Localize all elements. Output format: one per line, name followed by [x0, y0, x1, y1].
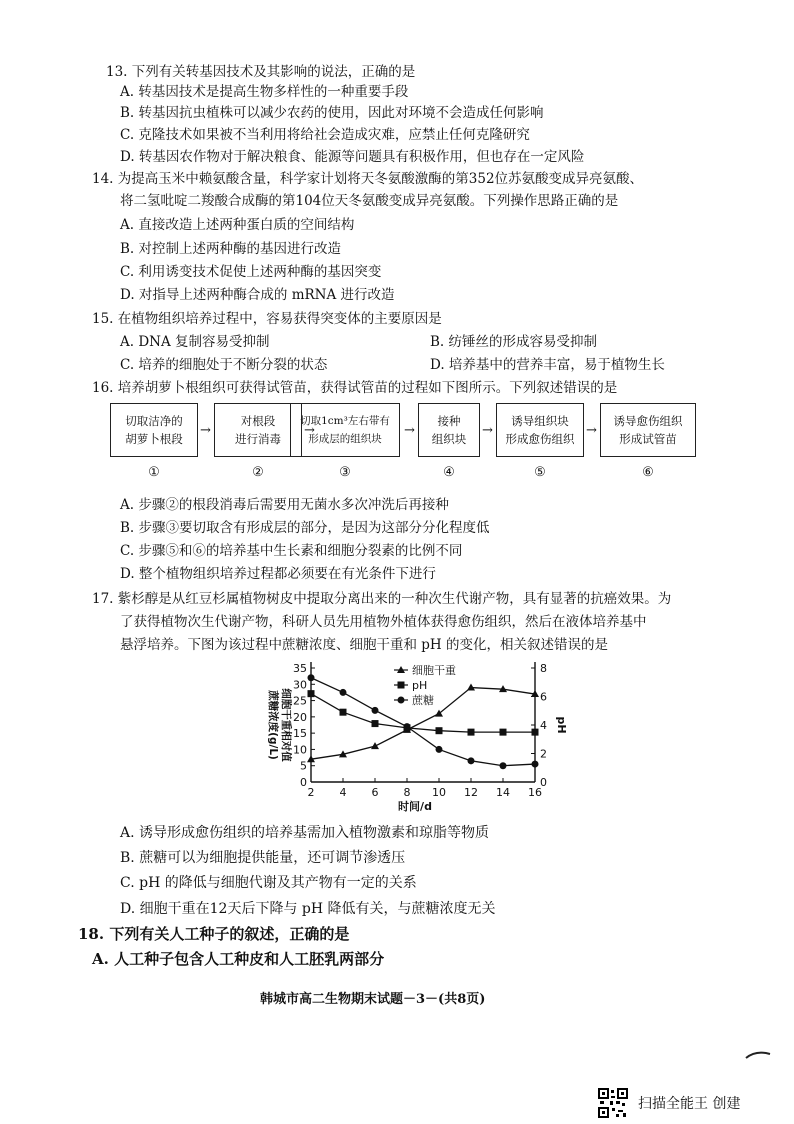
legend-square-icon — [398, 682, 405, 689]
data-point-circle — [340, 689, 347, 696]
flow-step-5-line1: 诱导组织块 — [511, 414, 569, 428]
data-point-square — [532, 729, 539, 736]
legend-circle-icon — [398, 697, 405, 704]
flow-step-4-line1: 接种 — [437, 414, 461, 428]
flow-step-4-line2: 组织块 — [431, 432, 467, 446]
arrow-icon: → — [586, 423, 597, 438]
data-point-triangle — [371, 742, 379, 749]
y-right-tick-label: 8 — [540, 662, 547, 675]
q15-option-c: C. 培养的细胞处于不断分裂的状态 — [120, 357, 328, 373]
q14-option-a: A. 直接改造上述两种蛋白质的空间结构 — [120, 217, 355, 233]
q17-option-b: B. 蔗糖可以为细胞提供能量，还可调节渗透压 — [120, 850, 406, 866]
x-tick-label: 14 — [496, 786, 510, 799]
y-axis-left-label-2: 细胞干重相对值 — [280, 688, 292, 762]
step-number-3: ③ — [339, 465, 351, 480]
y-left-tick-label: 5 — [300, 759, 307, 773]
scanner-watermark: 扫描全能王 创建 — [638, 1096, 741, 1112]
q14-option-b: B. 对控制上述两种酶的基因进行改造 — [120, 241, 342, 257]
data-point-square — [372, 720, 379, 727]
y-right-tick-label: 0 — [540, 776, 547, 789]
page-footer: 韩城市高二生物期末试题－3－(共8页) — [260, 992, 486, 1007]
data-point-square — [468, 729, 475, 736]
q16-option-b: B. 步骤③要切取含有形成层的部分，是因为这部分分化程度低 — [120, 520, 490, 536]
arrow-icon: → — [404, 423, 415, 438]
q16-stem: 16. 培养胡萝卜根组织可获得试管苗，获得试管苗的过程如下图所示。下列叙述错误的是 — [92, 380, 618, 396]
step-number-2: ② — [252, 465, 264, 480]
q17-option-d: D. 细胞干重在12天后下降与 pH 降低有关，与蔗糖浓度无关 — [120, 901, 496, 917]
x-tick-label: 12 — [464, 786, 478, 799]
y-left-tick-label: 35 — [293, 662, 307, 675]
flow-step-5 — [496, 403, 584, 457]
q17-stem-3: 悬浮培养。下图为该过程中蔗糖浓度、细胞干重和 pH 的变化，相关叙述错误的是 — [120, 637, 608, 653]
data-point-circle — [436, 746, 443, 753]
qr-code-icon — [598, 1088, 628, 1118]
data-point-circle — [532, 761, 539, 768]
step-number-6: ⑥ — [642, 465, 654, 480]
y-left-tick-label: 15 — [293, 727, 307, 741]
q17-stem-2: 了获得植物次生代谢产物，科研人员先用植物外植体获得愈伤组织，然后在液体培养基中 — [120, 614, 647, 630]
q14-option-d: D. 对指导上述两种酶合成的 mRNA 进行改造 — [120, 287, 395, 303]
pen-mark-icon — [744, 1050, 772, 1060]
x-tick-label: 4 — [339, 786, 347, 799]
y-right-tick-label: 2 — [540, 747, 547, 761]
q14-stem-1: 14. 为提高玉米中赖氨酸含量，科学家计划将天冬氨酸激酶的第352位苏氨酸变成异亮氨酸、 — [92, 171, 644, 187]
data-point-circle — [468, 757, 475, 764]
y-left-tick-label: 0 — [300, 776, 307, 789]
q16-option-a: A. 步骤②的根段消毒后需要用无菌水多次冲洗后再接种 — [120, 497, 449, 513]
data-point-square — [340, 709, 347, 716]
flow-step-5-line2: 形成愈伤组织 — [505, 432, 575, 446]
flow-step-6-line1: 诱导愈伤组织 — [613, 414, 683, 428]
q16-option-c: C. 步骤⑤和⑥的培养基中生长素和细胞分裂素的比例不同 — [120, 543, 463, 559]
flow-step-3 — [290, 403, 400, 457]
q17-option-a: A. 诱导形成愈伤组织的培养基需加入植物激素和琼脂等物质 — [120, 825, 490, 841]
q13-option-c: C. 克隆技术如果被不当利用将给社会造成灾难，应禁止任何克隆研究 — [120, 127, 530, 143]
q13-option-b: B. 转基因抗虫植株可以减少农药的使用，因此对环境不会造成任何影响 — [120, 105, 544, 121]
step-number-1: ① — [148, 465, 160, 480]
q13-option-a: A. 转基因技术是提高生物多样性的一种重要手段 — [120, 84, 409, 100]
data-point-circle — [404, 723, 411, 730]
y-right-tick-label: 6 — [540, 690, 547, 704]
flow-step-1-line2: 胡萝卜根段 — [125, 432, 183, 446]
q18-stem: 18. 下列有关人工种子的叙述，正确的是 — [78, 925, 350, 943]
x-tick-label: 16 — [528, 786, 542, 799]
flow-step-1-line1: 切取洁净的 — [125, 414, 183, 428]
flow-step-6 — [600, 403, 696, 457]
data-point-square — [436, 727, 443, 734]
q17-stem-1: 17. 紫杉醇是从红豆杉属植物树皮中提取分离出来的一种次生代谢产物，具有显著的抗癌效果。为 — [92, 591, 672, 607]
y-left-tick-label: 25 — [293, 694, 307, 708]
arrow-icon: → — [304, 423, 315, 438]
step-number-4: ④ — [443, 465, 455, 480]
x-tick-label: 8 — [403, 786, 411, 799]
data-point-square — [500, 729, 507, 736]
y-right-tick-label: 4 — [540, 719, 547, 732]
x-tick-label: 6 — [371, 786, 379, 799]
data-point-square — [308, 690, 315, 697]
legend-label: 蔗糖 — [412, 694, 434, 707]
y-axis-left-label: 蔗糖浓度(g/L) — [267, 690, 279, 760]
data-point-circle — [372, 707, 379, 714]
y-axis-right-label: pH — [555, 716, 568, 734]
arrow-icon: → — [482, 423, 493, 438]
q15-option-a: A. DNA 复制容易受抑制 — [120, 334, 270, 350]
q16-flowchart — [110, 403, 700, 493]
step-number-5: ⑤ — [534, 465, 546, 480]
flow-step-1 — [110, 403, 198, 457]
flow-step-6-line2: 形成试管苗 — [619, 432, 677, 446]
q17-line-chart — [250, 656, 570, 816]
q13-option-d: D. 转基因农作物对于解决粮食、能源等问题具有积极作用，但也存在一定风险 — [120, 149, 585, 165]
x-axis-label: 时间/d — [398, 800, 432, 813]
q14-option-c: C. 利用诱变技术促使上述两种酶的基因突变 — [120, 264, 382, 280]
y-left-tick-label: 30 — [293, 678, 307, 692]
flow-step-3-line1: 切取1cm³左右带有 — [300, 415, 390, 427]
q14-stem-2: 将二氢吡啶二羧酸合成酶的第104位天冬氨酸变成异亮氨酸。下列操作思路正确的是 — [120, 193, 619, 209]
flow-step-4 — [418, 403, 480, 457]
x-tick-label: 10 — [432, 786, 446, 799]
x-tick-label: 2 — [307, 786, 315, 799]
q18-option-a: A. 人工种子包含人工种皮和人工胚乳两部分 — [92, 950, 385, 968]
legend-label: 细胞干重 — [412, 664, 456, 677]
y-left-tick-label: 20 — [293, 710, 307, 724]
arrow-icon: → — [200, 423, 211, 438]
q15-stem: 15. 在植物组织培养过程中，容易获得突变体的主要原因是 — [92, 311, 442, 327]
data-point-circle — [308, 674, 315, 681]
flow-step-2-line2: 进行消毒 — [235, 432, 281, 446]
legend-label: pH — [412, 679, 428, 692]
q16-option-d: D. 整个植物组织培养过程都必须要在有光条件下进行 — [120, 566, 436, 582]
flow-step-3-line2: 形成层的组织块 — [308, 433, 382, 445]
q17-option-c: C. pH 的降低与细胞代谢及其产物有一定的关系 — [120, 875, 417, 891]
q15-option-d: D. 培养基中的营养丰富，易于植物生长 — [430, 357, 665, 373]
data-point-circle — [500, 762, 507, 769]
flow-step-2-line1: 对根段 — [240, 414, 276, 428]
q13-stem: 13. 下列有关转基因技术及其影响的说法，正确的是 — [106, 64, 416, 80]
y-left-tick-label: 10 — [293, 743, 307, 757]
flow-step-2 — [214, 403, 302, 457]
chart-legend — [394, 663, 456, 707]
q15-option-b: B. 纺锤丝的形成容易受抑制 — [430, 334, 598, 350]
